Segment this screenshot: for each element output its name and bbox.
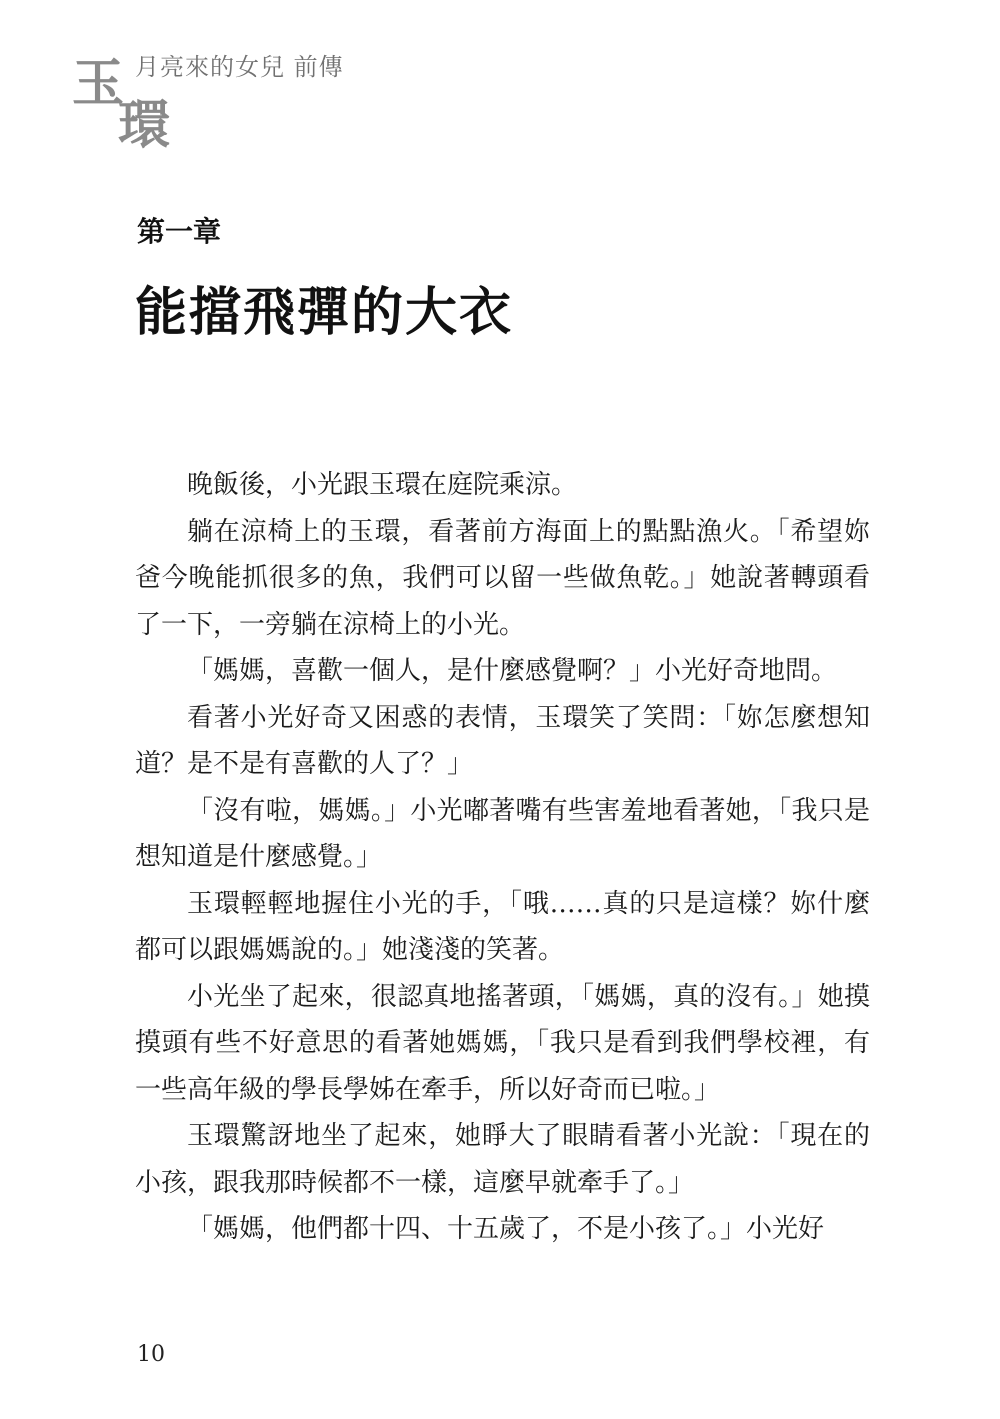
paragraph: 「媽媽，喜歡一個人，是什麼感覺啊？」小光好奇地問。 bbox=[187, 656, 838, 686]
paragraph: 晚飯後，小光跟玉環在庭院乘涼。 bbox=[187, 470, 578, 500]
chapter-title: 能擋飛彈的大衣 bbox=[135, 283, 514, 343]
paragraph: 看著小光好奇又困惑的表情，玉環笑了笑問：「妳怎麼想知道？是不是有喜歡的人了？」 bbox=[135, 702, 870, 779]
chapter-label: 第一章 bbox=[137, 215, 222, 248]
seal-char-huan: 環 bbox=[118, 96, 171, 156]
paragraph: 「媽媽，他們都十四、十五歲了，不是小孩了。」小光好 bbox=[187, 1214, 825, 1244]
body-text bbox=[135, 462, 870, 1253]
paragraph: 小光坐了起來，很認真地搖著頭，「媽媽，真的沒有。」她摸摸頭有些不好意思的看著她媽媽，「我只是看到我們學校裡，有一些高年級的學長學姊在牽手，所以好奇而已啦。」 bbox=[135, 981, 870, 1105]
paragraph: 「沒有啦，媽媽。」小光嘟著嘴有些害羞地看著她，「我只是想知道是什麼感覺。」 bbox=[135, 795, 870, 872]
seal-char-yu: 玉 bbox=[72, 54, 125, 114]
running-head: 月亮來的女兒 前傳 bbox=[135, 53, 344, 81]
paragraph: 玉環驚訝地坐了起來，她睜大了眼睛看著小光說：「現在的小孩，跟我那時候都不一樣，這麼早就牽手了。」 bbox=[135, 1121, 870, 1198]
page-number: 10 bbox=[137, 1342, 165, 1367]
paragraph: 玉環輕輕地握住小光的手，「哦……真的只是這樣？妳什麼都可以跟媽媽說的。」她淺淺的笑著。 bbox=[135, 888, 870, 965]
paragraph: 躺在涼椅上的玉環，看著前方海面上的點點漁火。「希望妳爸今晚能抓很多的魚，我們可以留一些做魚乾。」她說著轉頭看了一下，一旁躺在涼椅上的小光。 bbox=[135, 516, 870, 640]
